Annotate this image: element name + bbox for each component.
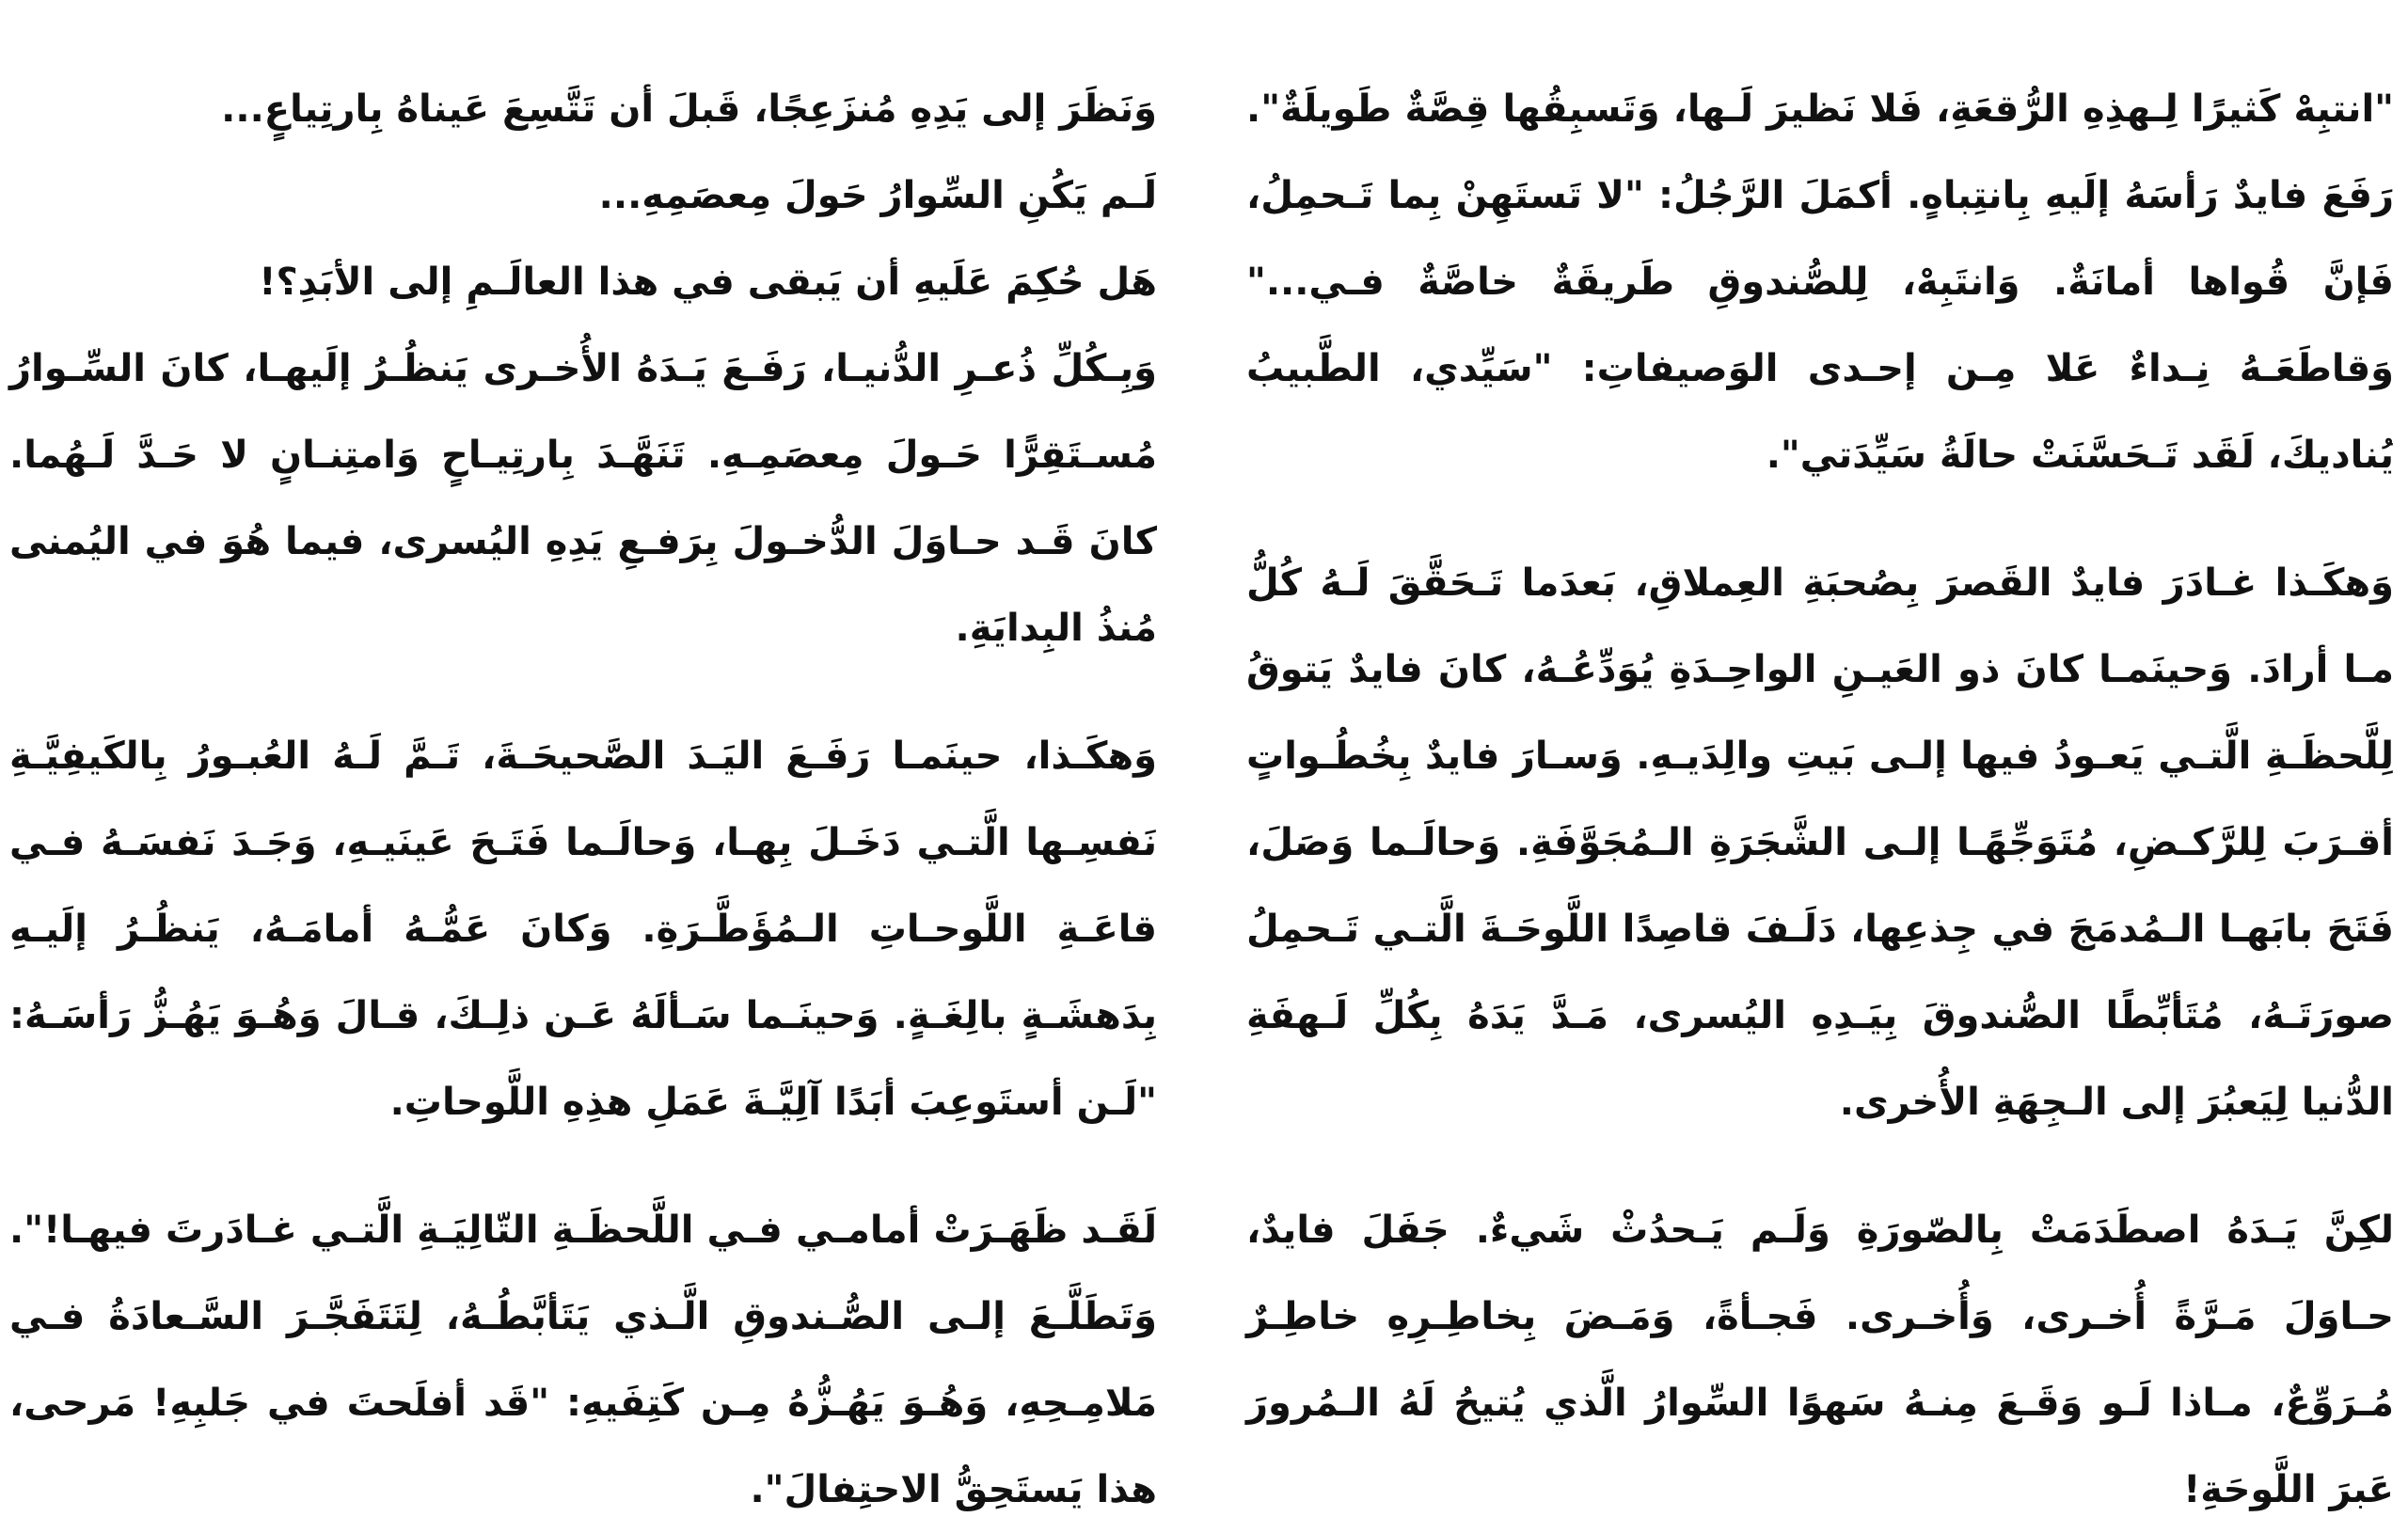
paragraph: هَل حُكِمَ عَلَيهِ أن يَبقى في هذا العالَـمِ إلى الأبَدِ؟! <box>259 261 1157 304</box>
paragraph-gap <box>1246 498 2394 540</box>
right-text-column <box>1246 66 2394 1533</box>
paragraph: لَقَـد ظَهَـرَتْ أمامـي فـي اللَّحظَـةِ التّالِيَـةِ الَّتـي غـادَرتَ فيهـا!". وَتَطَلَّـعَ إلـى الصُّـندوقِ الَّـذي يَتَأبَّطُـهُ، لِتَتَفَجَّـرَ السَّـعادَةُ فـي مَلامِـحِهِ، وَهُـوَ يَهُـزُّهُ مِـن كَتِفَيهِ: "قَد أفلَحتَ في جَلبِهِ! مَرحى، هذا يَستَحِقُّ الاحتِفالَ". <box>9 1209 1157 1511</box>
paragraph: وَهكَـذا غـادَرَ فايدٌ القَصرَ بِصُحبَةِ العِملاقِ، بَعدَما تَـحَقَّقَ لَـهُ كُلُّ مـا أرادَ. وَحينَمـا كانَ ذو العَيـنِ الواحِـدَةِ يُوَدِّعُـهُ، كانَ فايدٌ يَتوقُ لِلَّحظَـةِ الَّتـي يَعـودُ فيها إلـى بَيتِ والِدَيـهِ. وَسـارَ فايدٌ بِخُطُـواتٍ أقـرَبَ لِلرَّكـضِ، مُتَوَجِّهًـا إلـى الشَّجَرَةِ الـمُجَوَّفَةِ. وَحالَـما وَصَلَ، فَتَحَ بابَهـا الـمُدمَجَ في جِذعِها، دَلَـفَ قاصِدًا اللَّوحَـةَ الَّتـي تَـحمِلُ صورَتَـهُ، مُتَأبِّطًا الصُّندوقَ بِيَـدِهِ اليُسرى، مَـدَّ يَدَهُ بِكُلِّ لَـهفَةِ الدُّنيا لِيَعبُرَ إلى الـجِهَةِ الأُخرى. <box>1246 561 2394 1124</box>
left-text-column <box>9 66 1157 1533</box>
paragraph-gap <box>9 1146 1157 1187</box>
paragraph-gap <box>9 672 1157 713</box>
paragraph: وَنَظَرَ إلى يَدِهِ مُنزَعِجًا، قَبلَ أن تَتَّسِعَ عَيناهُ بِارتِياعٍ... <box>221 87 1157 131</box>
paragraph: وَبِـكُلِّ ذُعـرِ الدُّنيـا، رَفَـعَ يَـدَهُ الأُخـرى يَنظُـرُ إلَيهـا، كانَ السِّـوارُ مُسـتَقِرًّا حَـولَ مِعصَمِـهِ. تَنَهَّـدَ بِارتِيـاحٍ وَامتِنـانٍ لا حَـدَّ لَـهُما. كانَ قَـد حـاوَلَ الدُّخـولَ بِرَفـعِ يَدِهِ اليُسرى، فيما هُوَ في اليُمنى مُنذُ البِدايَةِ. <box>9 347 1157 650</box>
paragraph: وَهكَـذا، حينَمـا رَفَـعَ اليَـدَ الصَّحيحَـةَ، تَـمَّ لَـهُ العُبـورُ بِالكَيفِيَّـةِ نَفسِـها الَّتـي دَخَـلَ بِهـا، وَحالَـما فَتَـحَ عَينَيـهِ، وَجَـدَ نَفسَـهُ فـي قاعَـةِ اللَّوحـاتِ الـمُؤَطَّـرَةِ. وَكانَ عَمُّـهُ أمامَـهُ، يَنظُـرُ إلَيـهِ بِدَهشَـةٍ بالِغَـةٍ. وَحينَـما سَـألَهُ عَـن ذلِـكَ، قـالَ وَهُـوَ يَهُـزُّ رَأسَـهُ: "لَـن أستَوعِبَ أبَدًا آلِيَّـةَ عَمَلِ هذِهِ اللَّوحاتِ. <box>9 735 1157 1124</box>
paragraph: "انتبِهْ كَثيرًا لِـهذِهِ الرُّقعَةِ، فَلا نَظيرَ لَـها، وَتَسبِقُها قِصَّةٌ طَويلَةٌ". رَفَعَ فايدٌ رَأسَهُ إلَيهِ بِانتِباهٍ. أكمَلَ الرَّجُلُ: "لا تَستَهِنْ بِما تَـحمِلُ، فَإنَّ قُواها أمانَةٌ. وَانتَبِهْ، لِلصُّندوقِ طَريقَةٌ خاصَّةٌ فـي..." وَقاطَعَـهُ نِـداءٌ عَلا مِـن إحـدى الوَصيفاتِ: "سَيِّدي، الطَّبيبُ يُناديكَ، لَقَد تَـحَسَّنَتْ حالَةُ سَيِّدَتي". <box>1246 87 2394 477</box>
paragraph: لكِنَّ يَـدَهُ اصطَدَمَتْ بِالصّورَةِ وَلَـم يَـحدُثْ شَيءٌ. جَفَلَ فايدٌ، حـاوَلَ مَـرَّةً أُخـرى، وَأُخـرى. فَجـأةً، وَمَـضَ بِخاطِـرِهِ خاطِـرٌ مُـرَوِّعٌ، مـاذا لَـو وَقَـعَ مِنـهُ سَهوًا السِّوارُ الَّذي يُتيحُ لَهُ الـمُرورَ عَبرَ اللَّوحَةِ! <box>1246 1209 2394 1511</box>
paragraph: لَـم يَكُنِ السِّوارُ حَولَ مِعصَمِهِ... <box>598 174 1157 217</box>
paragraph-gap <box>1246 1146 2394 1187</box>
